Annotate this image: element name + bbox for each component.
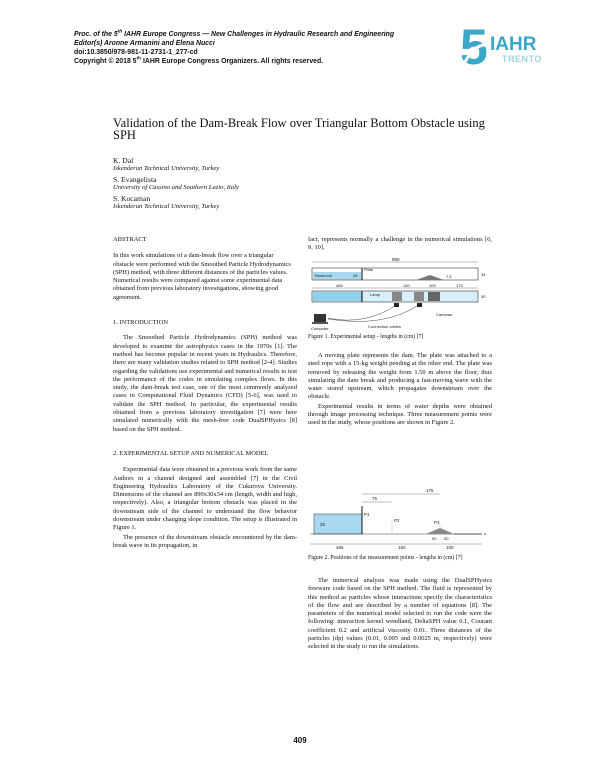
camera-zone — [414, 292, 424, 301]
reservoir-depth: 25 — [353, 273, 358, 278]
right-paragraph-1: A moving plate represents the dam. The plate was attached to a steel rope with a 15-kg weight pending at the other end. The plate was removed by releasing the weight from 1.50 m above the floor, thus simulating the dam break and producing a fast-moving wave with the water stored upstream, which propagates downstream over the obstacle. — [308, 352, 492, 401]
computer-icon — [314, 314, 326, 322]
figure-1-setup-diagram — [306, 256, 492, 332]
dim-seg-c: 100 — [429, 283, 436, 288]
x-axis-label: x — [484, 531, 486, 536]
right-paragraph-2: Experimental results in terms of water depths were obtained through image processing technique. Three measurement points were used in the study, whose positions are shown in Figure 2. — [308, 402, 492, 427]
header-copyright: Copyright © 2018 5th IAHR Europe Congress Organizers. All rights reserved. — [74, 56, 324, 65]
dim-seg-b: 150 — [398, 545, 406, 550]
obstacle-dim-a: 50 — [432, 536, 437, 541]
header-line-1: Proc. of the 5th IAHR Europe Congress — New Challenges in Hydraulic Research and Engineering — [74, 29, 395, 38]
dim-seg-c: 100 — [446, 545, 454, 550]
proceedings-header — [74, 30, 454, 66]
right-column-middle — [308, 352, 492, 428]
point-p1: P1 — [364, 512, 370, 517]
logo-number: 5 — [460, 20, 488, 75]
reservoir-label: Reservoir — [315, 273, 333, 278]
obstacle-height: 7.5 — [446, 274, 452, 279]
logo-text: IAHR — [490, 34, 537, 55]
abstract-text: In this work simulations of a dam-break flow over a triangular obstacle were performed with the Smoothed Particle Hydrodynamics (SPH) method, with three different distances of the particles values. Numerical results were compared against some experimental data obtained from previous laboratory investigations, showing good agreement. — [113, 252, 291, 301]
right-column-top — [308, 236, 492, 253]
plate-label: Plate — [364, 267, 374, 272]
dim-seg-b: 150 — [403, 283, 410, 288]
author-name: S. Kocaman — [113, 194, 151, 203]
setup-paragraph-1: Experimental data were obtained in a previous work from the same Authors in a channel designed and assembled [7] in the Civil Engineering Hydraulics Laboratory of the Cukurova University. Dimensions of the channel are 890x30x34 cm (length, width and high, respectively). Also, a triangular bottom obstacle was placed in the downstream side of the channel to understand the flow behavior downstream under changing slope condition. The setup is illustrated in Figure 1. — [113, 466, 297, 532]
obstacle-shape — [416, 275, 444, 280]
setup-paragraph-2: The presence of the downstream obstacle encountered by the dam-break wave in its propagation, in — [113, 533, 297, 549]
right-paragraph-3: The numerical analysis was made using the DualSPHysics freeware code based on the SPH method. The fluid is represented by this method as particles whose interactions specify the characteristics of the flow and are described by a number of equations [8]. The parameters of the numerical model selected to run the code were the following: interaction kernel wendland, DeltaSPH value 0.1, Courant coefficient 0.2 and artificial viscosity 0.01. Three distances of the particles (dp) values (0.01, 0.005 and 0.0025 m, respectively) were selected in the study to run the simulations. — [308, 577, 492, 651]
author-name: K. Dal — [113, 156, 134, 165]
left-column — [113, 236, 297, 550]
camera-zone — [392, 292, 402, 301]
dim-seg-a: 465 — [336, 545, 344, 550]
flume-height: 34 — [481, 272, 486, 277]
dim-middle: 75 — [372, 496, 378, 501]
reservoir-depth: 25 — [320, 522, 326, 527]
cables-label: Connection cables — [368, 324, 401, 329]
setup-heading: 2. EXPERIMENTAL SETUP AND NUMERICAL MODEL — [113, 449, 269, 457]
author-affiliation: Iskenderun Technical University, Turkey — [113, 203, 220, 210]
computer-label: Computer — [311, 326, 329, 331]
paper-title: Validation of the Dam-Break Flow over Triangular Bottom Obstacle using SPH — [113, 116, 485, 142]
intro-heading: 1. INTRODUCTION — [113, 319, 169, 327]
camera-icon — [417, 303, 422, 307]
obstacle-plan — [428, 292, 440, 301]
point-p3: P3 — [434, 520, 440, 525]
figure-2-measurement-points — [306, 486, 492, 552]
flume-width: 30 — [481, 294, 486, 299]
author-list — [113, 156, 413, 213]
plan-reservoir — [313, 292, 362, 301]
author-name: S. Evangelista — [113, 175, 157, 184]
dim-seg-d: 175 — [456, 283, 463, 288]
obstacle-dim-b: 50 — [444, 536, 449, 541]
page-number: 409 — [293, 736, 307, 745]
dim-top: 175 — [426, 488, 434, 493]
camera-icon — [394, 303, 399, 307]
dim-total: 890 — [392, 257, 400, 262]
dim-seg-a: 465 — [336, 283, 343, 288]
right-paragraph-0: fact, represents normally a challenge in the numerical simulations [6, 9, 10]. — [308, 236, 492, 252]
lamp-label: Lamp — [370, 292, 381, 297]
figure-1-caption: Figure 1. Experimental setup - lengths in (cm) [7] — [308, 334, 424, 340]
computer-base — [312, 322, 328, 324]
obstacle-shape — [426, 528, 454, 534]
header-line-2: Editor(s) Aronne Armanini and Elena Nucci — [74, 40, 215, 47]
abstract-heading: ABSTRACT — [113, 236, 147, 243]
congress-logo — [458, 20, 550, 78]
intro-text: The Smoothed Particle Hydrodynamics (SPH) method was developed to examine the astrophysics cases in the 1970s [1]. The method has become popular in recent years in Hydraulics. Therefore, there are many validation studies related to SPH method [2-4]. Studies regarding the validations use experimental and numerical results to test the performance of the codes in simulating complex flows. In this study, the dam-break test case, one of the most commonly analyzed cases in Computational Fluid Dynamics (CFD) [5-6], was used to validate the SPH method. In particular, the experimental results obtained from a previous laboratory investigation [7] were here simulated numerically with the mesh-free code DualSPHysics [8] based on the SPH method. — [113, 334, 297, 433]
author-affiliation: University of Cassino and Southern Lazio, Italy — [113, 184, 239, 191]
logo-subtitle: TRENTO — [502, 54, 542, 64]
header-doi: doi:10.3850/978-981-11-2731-1_277-cd — [74, 49, 198, 56]
figure-2-caption: Figure 2. Positions of the measurement points - lengths in (cm) [7] — [308, 555, 463, 561]
cameras-label: Cameras — [436, 312, 453, 317]
right-column-bottom — [308, 577, 492, 652]
point-p2: P2 — [394, 518, 400, 523]
author-affiliation: Iskenderun Technical University, Turkey — [113, 165, 220, 172]
connection-cables — [328, 304, 420, 321]
